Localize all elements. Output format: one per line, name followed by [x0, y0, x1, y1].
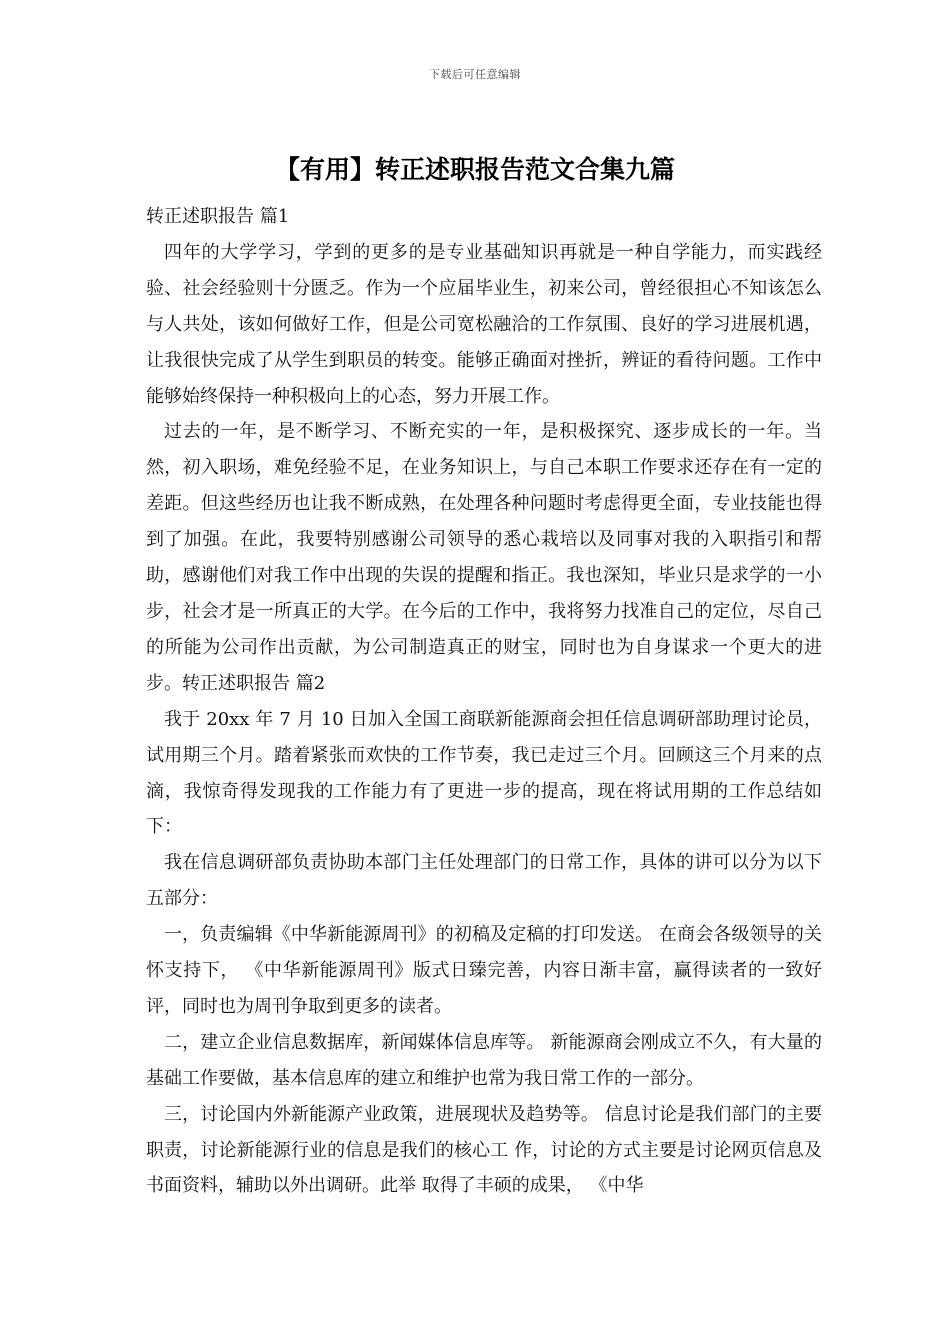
paragraph: 三，讨论国内外新能源产业政策，进展现状及趋势等。 信息讨论是我们部门的主要职责，讨论新能源行业的信息是我们的核心工 作，讨论的方式主要是讨论网页信息及书面资料，辅助以外出调研。此举 取得了丰硕的成果， 《中华: [146, 1103, 822, 1197]
section-heading: 转正述职报告 篇1: [146, 206, 290, 227]
paragraph: 一，负责编辑《中华新能源周刊》的初稿及定稿的打印发送。 在商会各级领导的关怀支持下， 《中华新能源周刊》版式日臻完善，内容日渐丰富，赢得读者的一致好评，同时也为周刊争取到更多的读者。: [146, 924, 822, 1017]
paragraph: 过去的一年，是不断学习、不断充实的一年，是积极探究、逐步成长的一年。当然，初入职场，难免经验不足，在业务知识上，与自己本职工作要求还存在有一定的差距。但这些经历也让我不断成熟，在处理各种问题时考虑得更全面，专业技能也得到了加强。在此，我要特别感谢公司领导的悉心栽培以及同事对我的入职指引和帮助，感谢他们对我工作中出现的失误的提醒和指正。我也深知，毕业只是求学的一小步，社会才是一所真正的大学。在今后的工作中，我将努力找准自己的定位，尽自己的所能为公司作出贡献，为公司制造真正的财宝，同时也为自身谋求一个更大的进步。转正述职报告 篇2: [146, 421, 822, 694]
document-title: 【有用】转正述职报告范文合集九篇: [274, 155, 675, 184]
paragraph: 二，建立企业信息数据库，新闻媒体信息库等。 新能源商会刚成立不久，有大量的基础工作要做，基本信息库的建立和维护也常为我日常工作的一部分。: [146, 1031, 822, 1089]
document-body: [146, 199, 822, 1204]
paragraph: 四年的大学学习，学到的更多的是专业基础知识再就是一种自学能力，而实践经验、社会经验则十分匮乏。作为一个应届毕业生，初来公司，曾经很担心不知该怎么与人共处，该如何做好工作，但是公司宽松融洽的工作氛围、良好的学习进展机遇，让我很快完成了从学生到职员的转变。能够正确面对挫折，辨证的看待问题。工作中能够始终保持一种积极向上的心态，努力开展工作。: [146, 241, 822, 407]
header-note: 下载后可任意编辑: [429, 68, 521, 81]
paragraph: 我于 20xx 年 7 月 10 日加入全国工商联新能源商会担任信息调研部助理讨论员，试用期三个月。踏着紧张而欢快的工作节奏，我已走过三个月。回顾这三个月来的点滴，我惊奇得发现我的工作能力有了更进一步的提高，现在将试用期的工作总结如下：: [146, 708, 822, 838]
paragraph: 我在信息调研部负责协助本部门主任处理部门的日常工作，具体的讲可以分为以下五部分：: [146, 852, 822, 910]
